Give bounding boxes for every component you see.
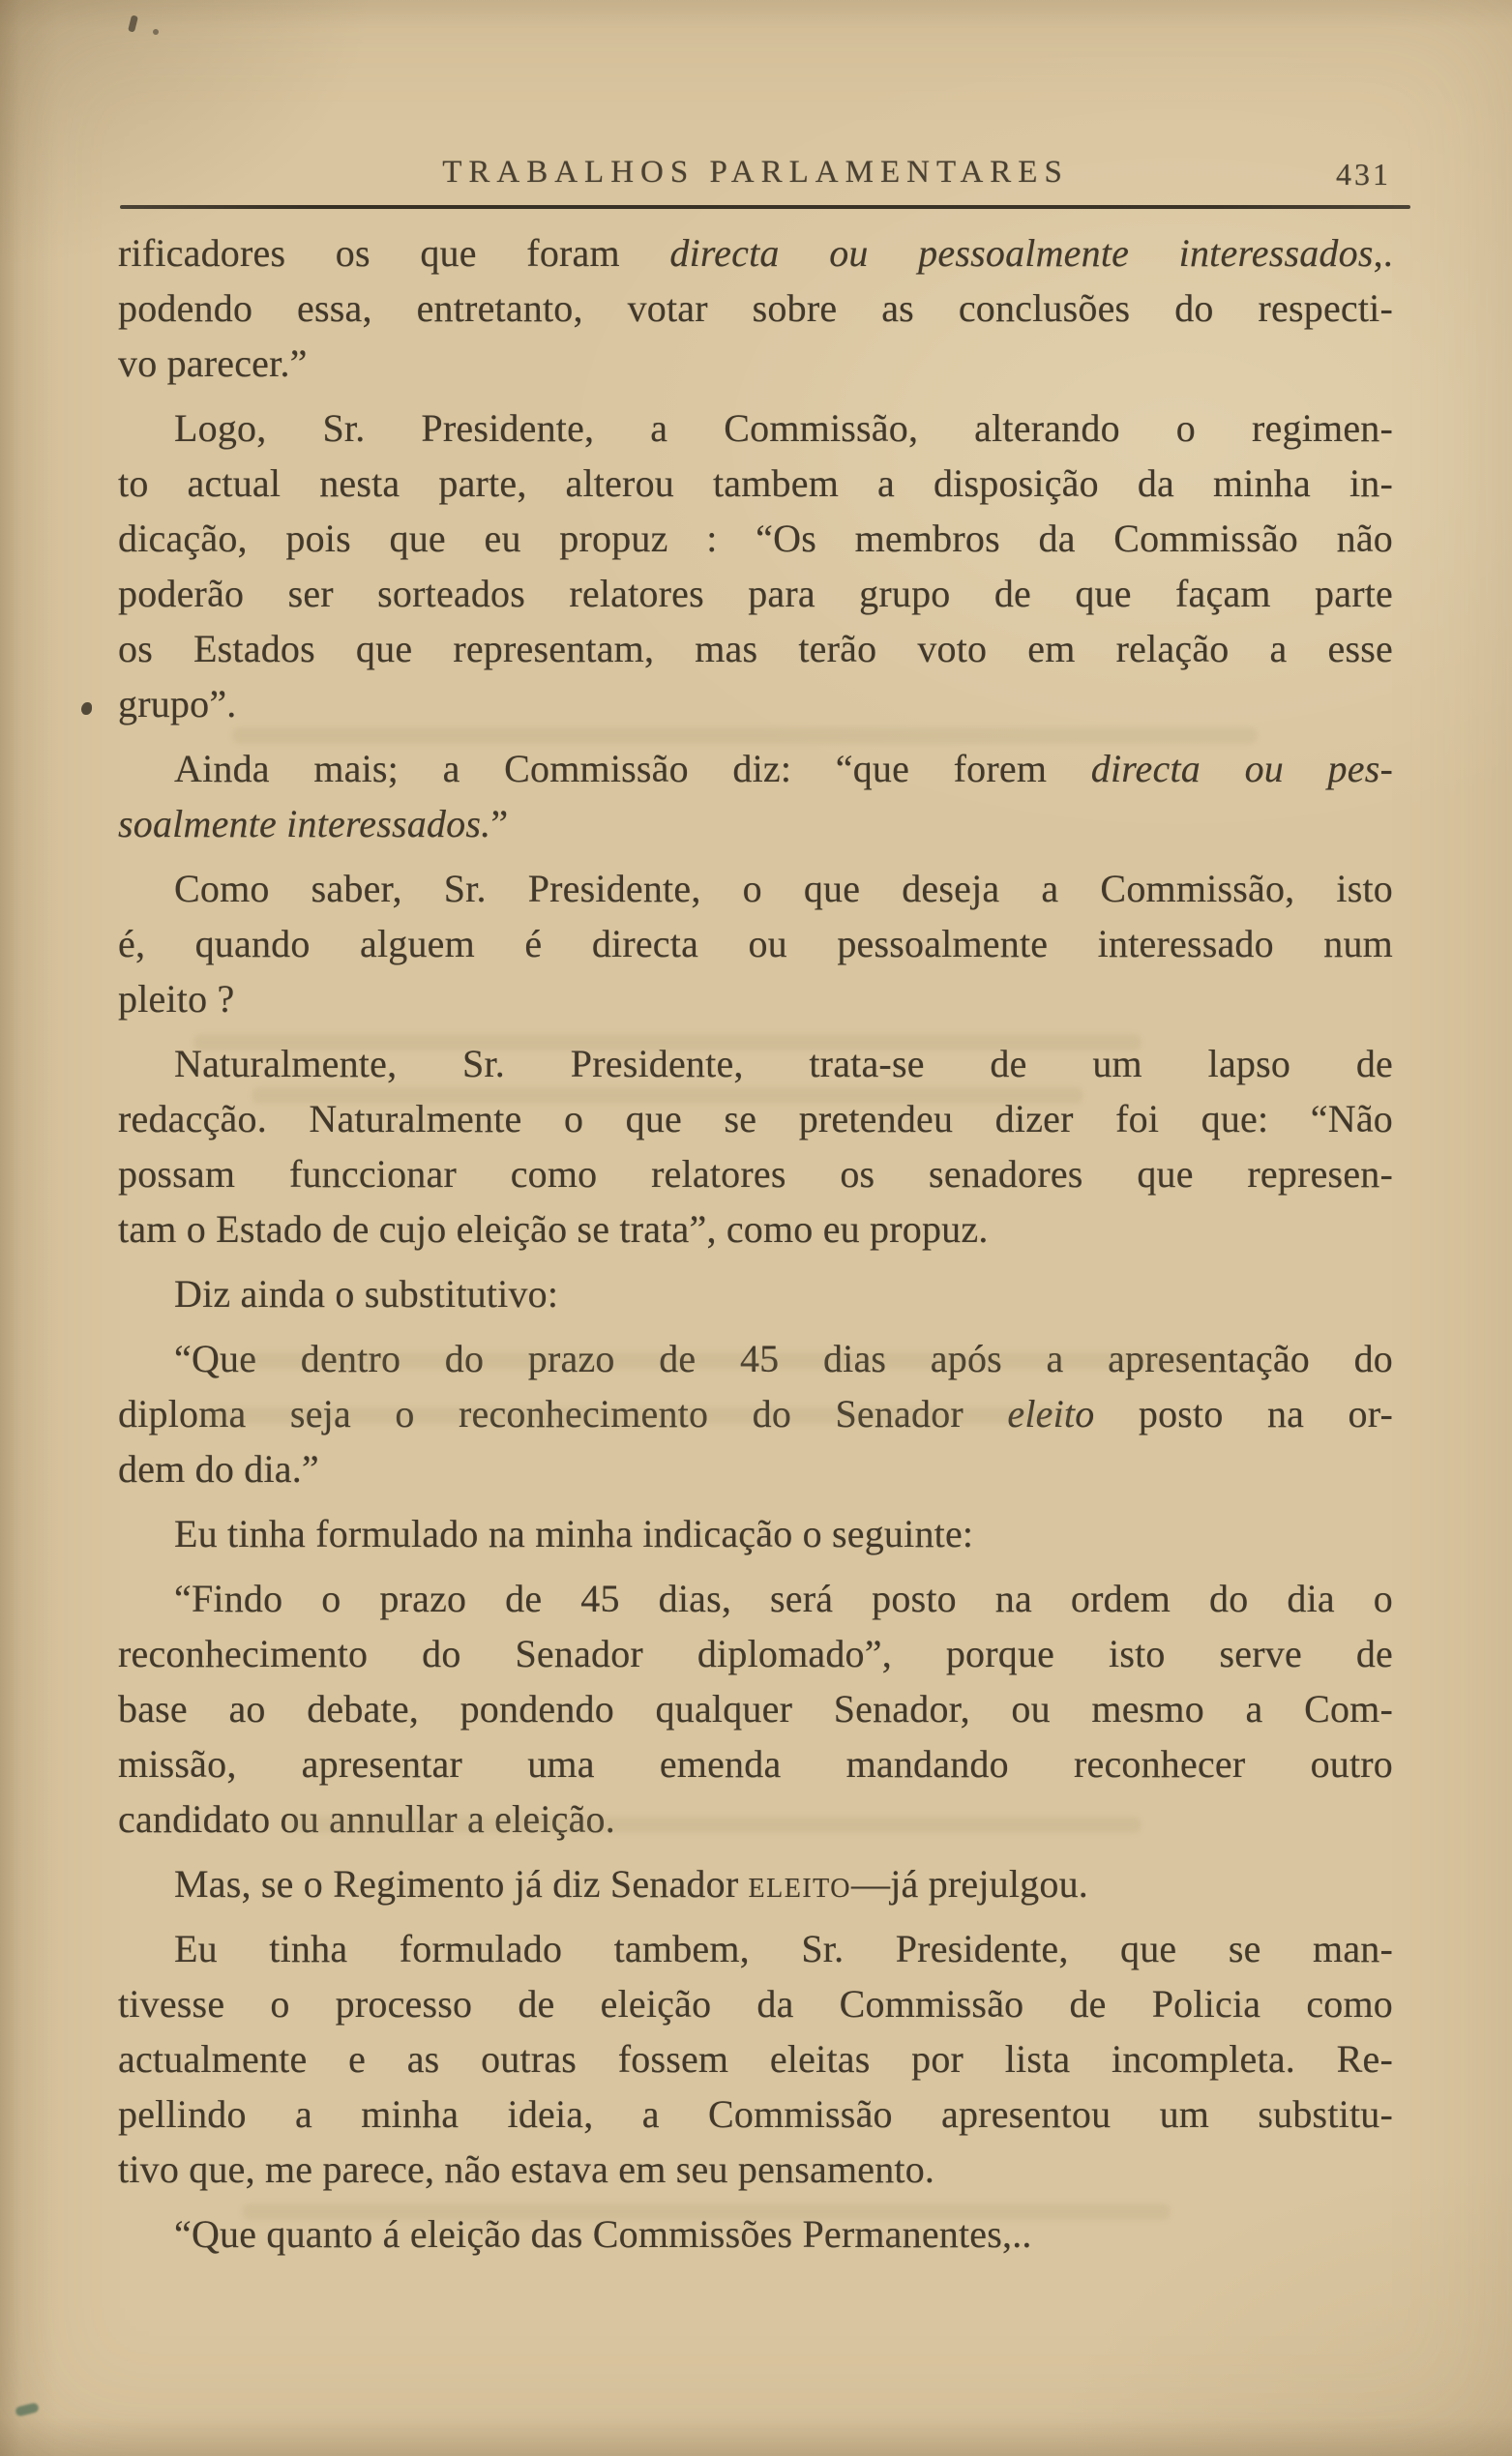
body-text: to actual nesta parte, alterou tambem a disposição da minha in- <box>118 461 1393 505</box>
body-text: tivo que, me parece, não estava em seu pensamento. <box>118 2147 935 2191</box>
paragraph <box>118 1921 1393 2197</box>
paragraph <box>118 1036 1393 1257</box>
body-text: Mas, se o Regimento já diz Senador <box>174 1862 749 1906</box>
body-text: é, quando alguem é directa ou pessoalmente interessado num <box>118 922 1393 965</box>
text-line <box>118 1976 1393 2031</box>
body-text: dicação, pois que eu propuz : “Os membros da Commissão não <box>118 517 1393 560</box>
text-line <box>118 1266 1393 1321</box>
paragraph <box>118 225 1393 391</box>
body-text: tam o Estado de cujo eleição se trata”, como eu propuz. <box>118 1207 989 1251</box>
text-line <box>118 1921 1393 1976</box>
text-line <box>118 1036 1393 1091</box>
margin-ink-blot-artifact <box>81 702 92 715</box>
body-text: podendo essa, entretanto, votar sobre as conclusões do respecti- <box>118 286 1393 330</box>
body-text: Naturalmente, Sr. Presidente, trata-se de um lapso de <box>174 1042 1393 1085</box>
text-line <box>118 676 1393 731</box>
emphasized-text: eleito <box>1007 1392 1095 1435</box>
text-block <box>118 225 1393 2262</box>
text-line <box>118 1856 1393 1911</box>
page-title: TRABALHOS PARLAMENTARES <box>442 155 1069 190</box>
text-line <box>118 336 1393 391</box>
paragraph <box>118 1506 1393 1561</box>
body-text: “Que quanto á eleição das Commissões Permanentes,.. <box>174 2212 1032 2256</box>
paragraph <box>118 2206 1393 2262</box>
text-line <box>118 1626 1393 1681</box>
body-text: ” <box>490 802 509 845</box>
emphasized-text: eleito <box>748 1862 851 1906</box>
text-line <box>118 511 1393 566</box>
paragraph <box>118 1856 1393 1911</box>
body-text: “Findo o prazo de 45 dias, será posto na ordem do dia o <box>174 1577 1393 1620</box>
page-header <box>118 155 1393 197</box>
green-smudge-artifact <box>15 2402 40 2417</box>
text-line <box>118 2031 1393 2086</box>
body-text: ,. <box>1373 231 1393 275</box>
body-text: vo parecer.” <box>118 341 308 385</box>
header-divider <box>120 205 1410 209</box>
body-text: posto na or- <box>1094 1392 1393 1435</box>
body-text: missão, apresentar uma emenda mandando reconhecer outro <box>118 1742 1393 1786</box>
body-text: Logo, Sr. Presidente, a Commissão, alterando o regimen- <box>174 406 1393 450</box>
ink-speck-artifact <box>153 29 159 35</box>
body-text: possam funccionar como relatores os senadores que represen- <box>118 1152 1393 1196</box>
emphasized-text: soalmente interessados. <box>118 802 491 845</box>
text-line <box>118 971 1393 1026</box>
paragraph <box>118 1331 1393 1496</box>
text-line <box>118 2206 1393 2262</box>
text-line <box>118 281 1393 336</box>
ink-speck-artifact <box>128 15 138 32</box>
text-line <box>118 1571 1393 1626</box>
emphasized-text: directa ou pessoalmente interessados <box>669 231 1374 275</box>
text-line <box>118 1506 1393 1561</box>
body-text: Como saber, Sr. Presidente, o que deseja a Commissão, isto <box>174 867 1393 910</box>
text-line <box>118 1091 1393 1146</box>
body-text: Ainda mais; a Commissão diz: “que forem <box>174 747 1091 790</box>
body-text: reconhecimento do Senador diplomado”, porque isto serve de <box>118 1632 1393 1675</box>
text-line <box>118 1146 1393 1201</box>
body-text: pellindo a minha ideia, a Commissão apresentou um substitu- <box>118 2092 1393 2136</box>
paragraph <box>118 861 1393 1026</box>
text-line <box>118 566 1393 621</box>
body-text: candidato ou annullar a eleição. <box>118 1797 615 1841</box>
body-text: “Que dentro do prazo de 45 dias após a apresentação do <box>174 1337 1393 1380</box>
text-line <box>118 1201 1393 1257</box>
text-line <box>118 1386 1393 1441</box>
text-line <box>118 400 1393 456</box>
body-text: actualmente e as outras fossem eleitas por lista incompleta. Re- <box>118 2037 1393 2081</box>
body-text: rificadores os que foram <box>118 231 670 275</box>
body-text: poderão ser sorteados relatores para grupo de que façam parte <box>118 572 1393 615</box>
text-line <box>118 1331 1393 1386</box>
paragraph <box>118 400 1393 731</box>
text-line <box>118 456 1393 511</box>
body-text: Eu tinha formulado tambem, Sr. Presidente, que se man- <box>174 1927 1393 1970</box>
body-text: base ao debate, pondendo qualquer Senador, ou mesmo a Com- <box>118 1687 1393 1731</box>
text-line <box>118 1441 1393 1496</box>
body-text: Diz ainda o substitutivo: <box>174 1272 559 1316</box>
body-text: pleito ? <box>118 977 235 1021</box>
text-line <box>118 796 1393 851</box>
paragraph <box>118 741 1393 851</box>
text-line <box>118 741 1393 796</box>
text-line <box>118 1681 1393 1736</box>
body-text: grupo”. <box>118 682 237 725</box>
body-text: —já prejulgou. <box>851 1862 1088 1906</box>
page-number: 431 <box>1336 157 1391 192</box>
text-line <box>118 2086 1393 2142</box>
text-line <box>118 916 1393 971</box>
text-line <box>118 225 1393 281</box>
text-line <box>118 1791 1393 1847</box>
body-text: diploma seja o reconhecimento do Senador <box>118 1392 1008 1435</box>
text-line <box>118 861 1393 916</box>
body-text: tivesse o processo de eleição da Commissão de Policia como <box>118 1982 1393 2026</box>
paragraph <box>118 1571 1393 1847</box>
body-text: Eu tinha formulado na minha indicação o seguinte: <box>174 1512 974 1555</box>
text-line <box>118 621 1393 676</box>
body-text: os Estados que representam, mas terão voto em relação a esse <box>118 627 1393 670</box>
text-line <box>118 2142 1393 2197</box>
body-text: dem do dia.” <box>118 1447 319 1491</box>
body-text: redacção. Naturalmente o que se pretendeu dizer foi que: “Não <box>118 1097 1393 1140</box>
emphasized-text: directa ou pes- <box>1090 747 1393 790</box>
paragraph <box>118 1266 1393 1321</box>
text-line <box>118 1736 1393 1791</box>
